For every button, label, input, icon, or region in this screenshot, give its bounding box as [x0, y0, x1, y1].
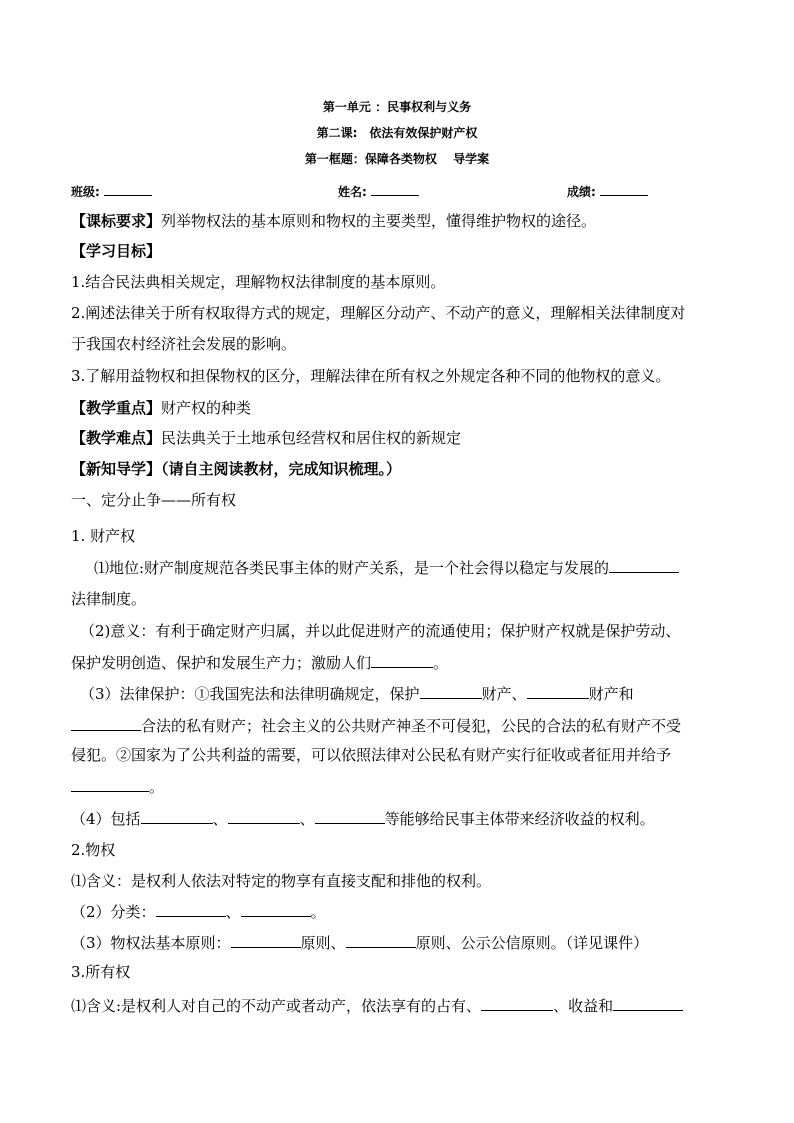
standard-text: 列举物权法的基本原则和物权的主要类型，懂得维护物权的途径。	[161, 212, 597, 230]
goals-heading	[71, 241, 161, 261]
status-line-a	[94, 557, 679, 578]
protection-text-1: （3）法律保护：①我国宪法和法律明确规定，保护	[80, 685, 420, 703]
types-sep: 、	[225, 903, 241, 921]
class-field	[71, 183, 152, 200]
meaning-line-a: （2)意义：有利于确定财产归属，并以此促进财产的流通使用；保护财产权就是保护劳动、	[80, 622, 681, 640]
principles-sep: 原则、	[300, 934, 346, 952]
principles-blank-1[interactable]	[231, 932, 301, 948]
lesson-title: 第二课: 依法有效保护财产权	[316, 126, 478, 140]
protection-blank-3[interactable]	[71, 715, 141, 731]
class-blank[interactable]	[104, 183, 152, 196]
protection-blank-2[interactable]	[527, 683, 589, 699]
goal-3: 3.了解用益物权和担保物权的区分，理解法律在所有权之外规定各种不同的他物权的意义。	[71, 367, 671, 385]
frame-title: 第一框题：保障各类物权 导学案	[304, 152, 490, 166]
types-blank-1[interactable]	[156, 901, 226, 917]
standard-tag: 【课标要求】	[71, 212, 162, 230]
score-field	[567, 183, 648, 200]
include-sep-1: 、	[212, 810, 228, 828]
guide-tag: 【新知导学】	[71, 460, 162, 478]
difficulty-tag: 【教学难点】	[71, 429, 162, 447]
protection-text-4: 合法的私有财产；社会主义的公共财产神圣不可侵犯，公民的合法的私有财产不受	[141, 717, 682, 735]
meaning-blank[interactable]	[371, 652, 433, 668]
name-label: 姓名:	[338, 185, 367, 199]
score-label: 成绩:	[567, 185, 596, 199]
guide-line	[71, 459, 401, 479]
types-end: 。	[310, 903, 326, 921]
name-blank[interactable]	[371, 183, 419, 196]
meaning-end: 。	[433, 654, 449, 672]
class-label: 班级:	[71, 185, 100, 199]
principles-text: （3）物权法基本原则：	[71, 934, 231, 952]
types-blank-2[interactable]	[241, 901, 311, 917]
include-end: 等能够给民事主体带来经济收益的权利。	[384, 810, 655, 828]
types-text: （2）分类：	[71, 903, 156, 921]
include-blank-1[interactable]	[141, 808, 213, 824]
goals-tag: 【学习目标】	[71, 242, 162, 260]
key-point-line	[71, 398, 251, 418]
meaning-line-b	[71, 652, 448, 673]
protection-text-2: 财产、	[481, 685, 527, 703]
principles-blank-2[interactable]	[346, 932, 416, 948]
ownership-heading: 3.所有权	[71, 963, 131, 981]
property-right-heading: 1. 财产权	[71, 527, 136, 545]
protection-blank-1[interactable]	[420, 683, 482, 699]
status-text: ⑴地位:财产制度规范各类民事主体的财产关系，是一个社会得以稳定与发展的	[94, 559, 610, 577]
goal-2a: 2.阐述法律关于所有权取得方式的规定，理解区分动产、不动产的意义，理解相关法律制度对	[71, 304, 686, 322]
protection-end: 。	[149, 778, 165, 796]
real-right-meaning: ⑴含义：是权利人依法对特定的物享有直接支配和排他的权利。	[71, 872, 492, 890]
protection-line-a	[80, 683, 634, 704]
protection-blank-4[interactable]	[71, 776, 149, 792]
difficulty-line	[71, 428, 461, 448]
real-right-heading: 2.物权	[71, 841, 116, 859]
unit-title: 第一单元 ：民事权利与义务	[322, 100, 472, 114]
include-line	[71, 808, 655, 829]
ownership-blank-1[interactable]	[481, 995, 553, 1011]
key-text: 财产权的种类	[161, 399, 252, 417]
status-line-b: 法律制度。	[71, 590, 147, 608]
include-sep-2: 、	[299, 810, 315, 828]
goal-1: 1.结合民法典相关规定，理解物权法律制度的基本原则。	[71, 273, 446, 291]
score-blank[interactable]	[600, 183, 648, 196]
ownership-meaning	[71, 995, 683, 1016]
name-field	[338, 183, 419, 200]
goal-2b: 于我国农村经济社会发展的影响。	[71, 335, 297, 353]
protection-text-3: 财产和	[588, 685, 634, 703]
real-right-principles	[71, 932, 648, 953]
protection-line-b	[71, 715, 681, 736]
include-blank-2[interactable]	[228, 808, 300, 824]
include-text: （4）包括	[71, 810, 141, 828]
principles-end: 原则、公示公信原则。（详见课件）	[415, 934, 649, 952]
include-blank-3[interactable]	[315, 808, 385, 824]
guide-text: （请自主阅读教材，完成知识梳理。）	[161, 460, 402, 478]
status-blank[interactable]	[609, 557, 679, 573]
protection-line-d	[71, 776, 164, 797]
meaning-text: 保护发明创造、保护和发展生产力；激励人们	[71, 654, 372, 672]
key-tag: 【教学重点】	[71, 399, 162, 417]
protection-line-c: 侵犯。②国家为了公共利益的需要，可以依照法律对公民私有财产实行征收或者征用并给予	[71, 746, 672, 764]
part-1-heading: 一、定分止争——所有权	[71, 491, 237, 509]
ownership-blank-2[interactable]	[613, 995, 683, 1011]
ownership-text-2: 、收益和	[553, 997, 614, 1015]
difficulty-text: 民法典关于土地承包经营权和居住权的新规定	[161, 429, 462, 447]
ownership-text: ⑴含义:是权利人对自己的不动产或者动产，依法享有的占有、	[71, 997, 482, 1015]
standard-line	[71, 211, 596, 231]
real-right-types	[71, 901, 326, 922]
